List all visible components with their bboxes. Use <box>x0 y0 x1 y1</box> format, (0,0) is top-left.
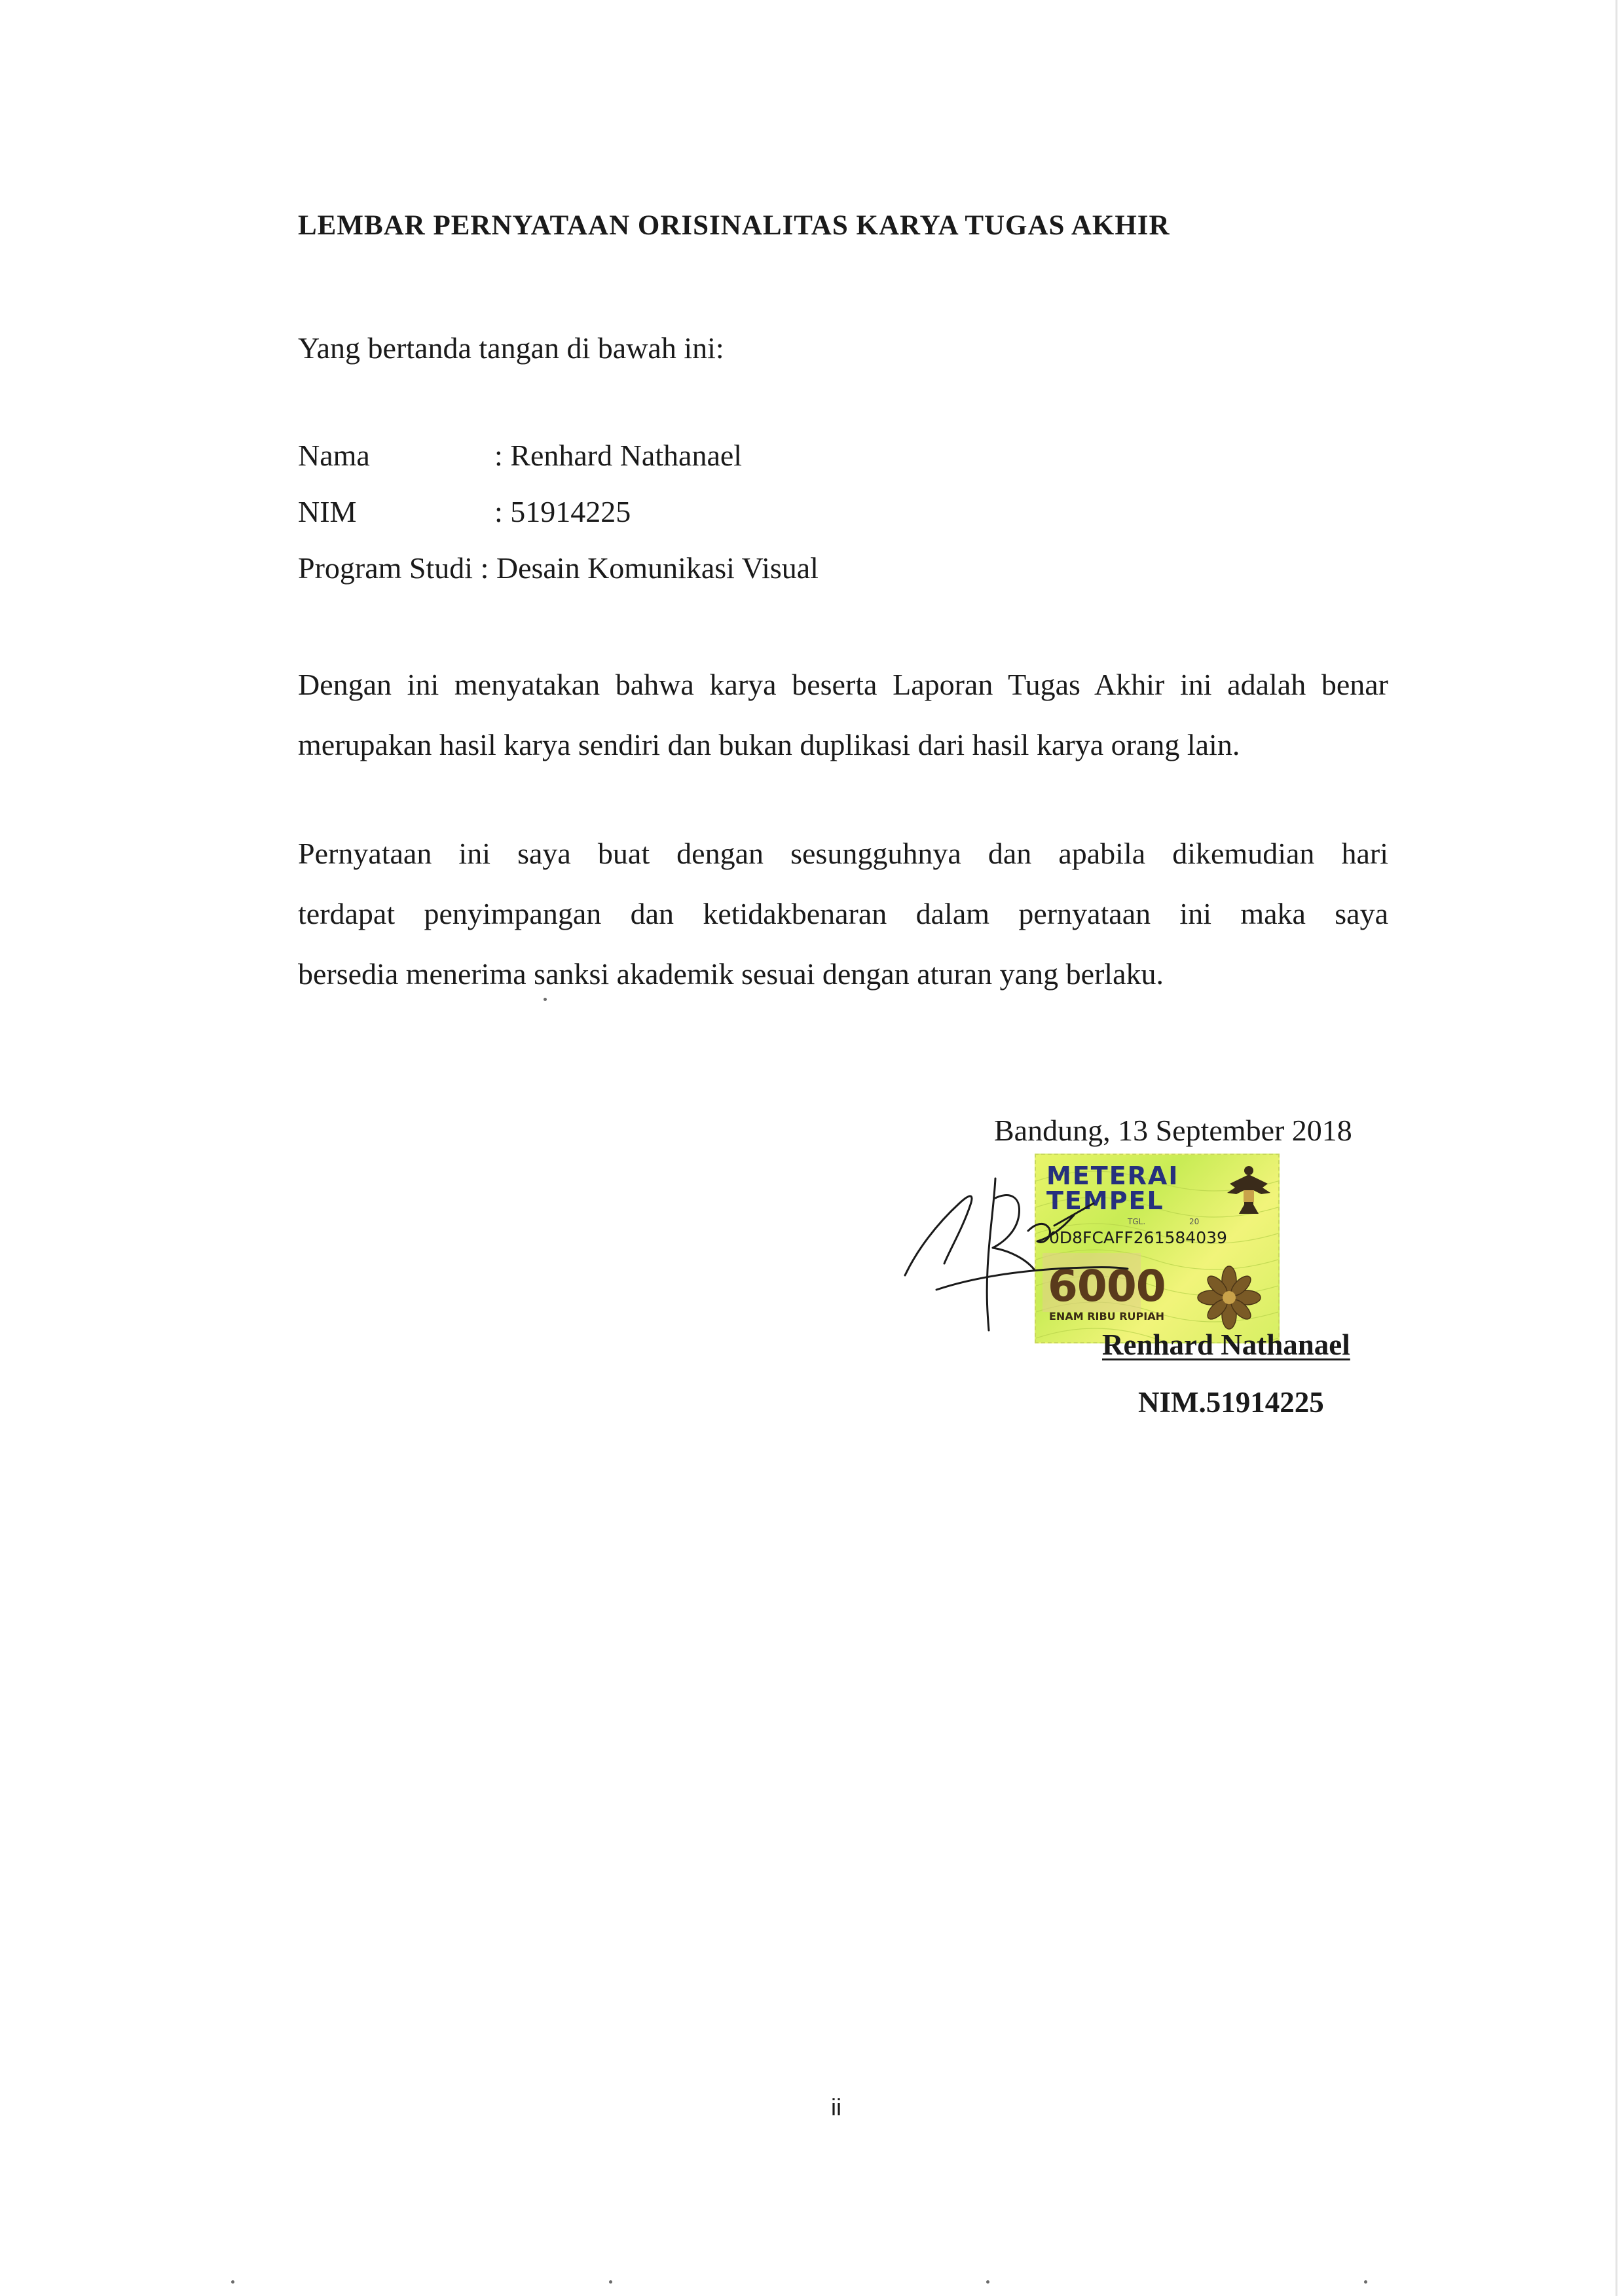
identity-row-nim <box>298 494 819 550</box>
statement-line: terdapat penyimpangan dan ketidakbenaran dalam pernyataan ini maka saya <box>298 897 1388 930</box>
identity-value: : Desain Komunikasi Visual <box>473 551 819 585</box>
stamp-value-words: ENAM RIBU RUPIAH <box>1049 1310 1164 1322</box>
scan-speck <box>544 998 547 1001</box>
page-edge <box>1615 0 1617 2296</box>
page-number: ii <box>831 2094 841 2121</box>
identity-value: : 51914225 <box>494 495 631 528</box>
statement-line: bersedia menerima sanksi akademik sesuai dengan aturan yang berlaku. <box>298 957 1164 991</box>
document-title: LEMBAR PERNYATAAN ORISINALITAS KARYA TUGAS AKHIR <box>298 210 1170 241</box>
handwritten-signature-icon <box>897 1152 1133 1342</box>
scan-speck <box>986 2280 989 2284</box>
identity-value: : Renhard Nathanael <box>494 439 743 472</box>
identity-label: NIM <box>298 495 357 528</box>
signatory-name: Renhard Nathanael <box>1102 1328 1350 1361</box>
identity-label: Program Studi <box>298 551 473 585</box>
stamp-label: METERAI <box>1046 1161 1179 1190</box>
identity-row-program <box>298 550 819 606</box>
place-date: Bandung, 13 September 2018 <box>994 1114 1352 1147</box>
garuda-emblem-icon <box>1225 1161 1273 1218</box>
intro-text: Yang bertanda tangan di bawah ini: <box>298 331 724 365</box>
stamp-value: 6000 <box>1048 1261 1166 1311</box>
identity-label: Nama <box>298 439 370 472</box>
statement-line: Pernyataan ini saya buat dengan sesungguhnya dan apabila dikemudian hari <box>298 837 1388 870</box>
scan-speck <box>231 2280 234 2284</box>
identity-block <box>298 437 819 606</box>
scan-speck <box>609 2280 612 2284</box>
identity-row-name <box>298 437 819 494</box>
stamp-date-year: 20 <box>1189 1217 1200 1226</box>
stamp-date-label: TGL. <box>1128 1217 1146 1226</box>
signatory-nim: NIM.51914225 <box>1138 1386 1324 1419</box>
scan-speck <box>1364 2280 1367 2284</box>
stamp-label: TEMPEL <box>1046 1186 1164 1215</box>
stamp-flower-icon <box>1196 1265 1262 1330</box>
declaration-paragraph: Dengan ini menyatakan bahwa karya beserta Laporan Tugas Akhir ini adalah benar merupakan hasil karya sendiri dan bukan duplikasi dari hasil karya orang lain. <box>298 668 1388 761</box>
statement-paragraph <box>298 824 1388 1004</box>
stamp-serial-number: 0D8FCAFF261584039 <box>1049 1228 1227 1247</box>
